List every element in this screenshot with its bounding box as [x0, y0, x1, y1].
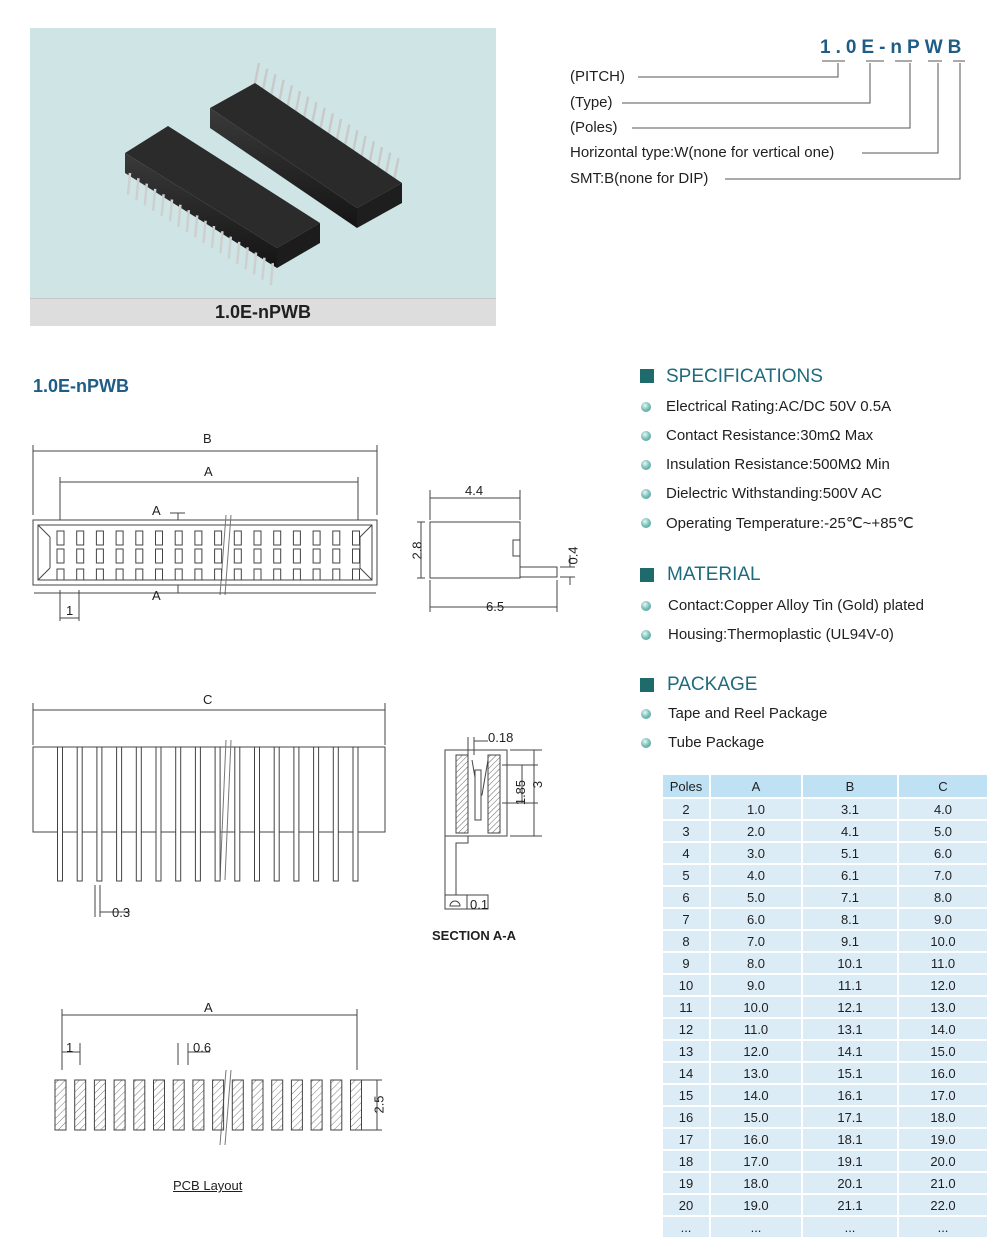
table-cell: 5.0 — [711, 887, 803, 909]
bullet-icon — [641, 601, 651, 611]
pin-slot — [77, 531, 84, 545]
table-row — [663, 1085, 989, 1107]
pin-slot — [195, 549, 202, 563]
bullet-icon — [641, 709, 651, 719]
table-row — [663, 1173, 989, 1195]
pin-slot — [234, 569, 241, 580]
photo-caption: 1.0E-nPWB — [30, 298, 496, 326]
pin-slot — [136, 531, 143, 545]
table-cell: 14.0 — [711, 1085, 803, 1107]
table-cell: 10.1 — [803, 953, 899, 975]
pin-lead — [215, 747, 220, 881]
pin-slot — [274, 569, 281, 580]
pin-slot — [136, 549, 143, 563]
table-row — [663, 821, 989, 843]
photo-pin — [271, 74, 275, 94]
table-cell: 18.1 — [803, 1129, 899, 1151]
bullet-icon — [641, 738, 651, 748]
photo-pin — [237, 242, 239, 264]
pin-slot — [156, 549, 163, 563]
table-cell: 5.1 — [803, 843, 899, 865]
photo-pin — [394, 158, 398, 178]
header-a: A — [711, 775, 803, 799]
photo-pin — [145, 184, 147, 206]
pcb-pad — [114, 1080, 125, 1130]
table-cell: 14 — [663, 1063, 711, 1085]
pin-slot — [333, 569, 340, 580]
front-view-drawing — [20, 695, 400, 925]
table-cell: 19.0 — [899, 1129, 989, 1151]
specifications-heading: SPECIFICATIONS — [666, 366, 823, 387]
photo-pin — [353, 130, 357, 150]
pin-slot — [274, 531, 281, 545]
table-cell: 13.0 — [711, 1063, 803, 1085]
section-aa-drawing — [430, 725, 560, 920]
pin-slot — [175, 569, 182, 580]
package-marker — [640, 678, 654, 692]
table-row — [663, 1107, 989, 1129]
dim-1-85: 1.85 — [513, 779, 529, 806]
pin-lead — [235, 747, 240, 881]
pin-lead — [136, 747, 141, 881]
table-cell: 17.0 — [899, 1085, 989, 1107]
dim-0-6: 0.6 — [193, 1040, 212, 1055]
table-cell: 17.0 — [711, 1151, 803, 1173]
table-row — [663, 865, 989, 887]
pcb-pad — [154, 1080, 165, 1130]
pin-lead — [255, 747, 260, 881]
table-cell: 3.1 — [803, 799, 899, 821]
table-cell: 7.0 — [899, 865, 989, 887]
table-cell: 10.0 — [899, 931, 989, 953]
photo-pin — [128, 173, 130, 195]
pin-slot — [96, 549, 103, 563]
spec-insulation-resistance: Insulation Resistance:500MΩ Min — [666, 456, 890, 473]
photo-pin — [345, 125, 349, 145]
pin-slot — [353, 531, 360, 545]
table-cell: 12 — [663, 1019, 711, 1041]
table-row — [663, 1019, 989, 1041]
photo-pin — [178, 205, 180, 227]
material-heading: MATERIAL — [667, 564, 761, 585]
table-cell: 5 — [663, 865, 711, 887]
photo-pin — [262, 258, 264, 280]
table-cell: 10 — [663, 975, 711, 997]
pin-lead — [117, 747, 122, 881]
pin-slot — [195, 569, 202, 580]
pcb-pad — [55, 1080, 66, 1130]
header-poles: Poles — [663, 775, 711, 799]
legend-horizontal: Horizontal type:W(none for vertical one) — [570, 144, 835, 161]
bullet-icon — [641, 489, 651, 499]
pcb-pad — [213, 1080, 224, 1130]
pin-slot — [96, 531, 103, 545]
pin-slot — [274, 549, 281, 563]
pcb-pad — [134, 1080, 145, 1130]
table-cell: 17.1 — [803, 1107, 899, 1129]
pcb-pad — [75, 1080, 86, 1130]
pcb-pad — [94, 1080, 105, 1130]
table-cell: 16 — [663, 1107, 711, 1129]
photo-pin — [229, 237, 231, 259]
header-c: C — [899, 775, 989, 799]
dim-0-4: 0.4 — [565, 546, 581, 565]
photo-pin — [136, 178, 138, 200]
table-cell: 13.1 — [803, 1019, 899, 1041]
photo-pin — [386, 153, 390, 173]
pin-slot — [57, 549, 64, 563]
table-row — [663, 887, 989, 909]
table-cell: 9.1 — [803, 931, 899, 953]
pin-slot — [96, 569, 103, 580]
table-cell: 10.0 — [711, 997, 803, 1019]
section-aa-label: SECTION A-A — [432, 928, 517, 943]
table-cell: 8.0 — [711, 953, 803, 975]
table-row — [663, 799, 989, 821]
table-row — [663, 1217, 989, 1239]
pin-slot — [333, 531, 340, 545]
dim-0-3: 0.3 — [112, 905, 131, 920]
table-cell: 4 — [663, 843, 711, 865]
pcb-pad — [232, 1080, 243, 1130]
bullet-icon — [641, 630, 651, 640]
table-row — [663, 843, 989, 865]
table-cell: 18.0 — [899, 1107, 989, 1129]
bullet-icon — [641, 460, 651, 470]
table-cell: 6 — [663, 887, 711, 909]
photo-pin — [329, 113, 333, 133]
photo-pin — [187, 210, 189, 232]
photo-pin — [321, 108, 325, 128]
pcb-layout-drawing — [20, 1005, 400, 1155]
spec-operating-temperature: Operating Temperature:-25℃~+85℃ — [666, 515, 914, 532]
table-cell: 7.0 — [711, 931, 803, 953]
table-cell: 12.0 — [899, 975, 989, 997]
table-cell: 7 — [663, 909, 711, 931]
pin-lead — [77, 747, 82, 881]
table-cell: 11.0 — [899, 953, 989, 975]
legend-leader-lines — [560, 55, 980, 185]
table-cell: ... — [899, 1217, 989, 1239]
drawing-title: 1.0E-nPWB — [33, 376, 130, 396]
pcb-pad — [331, 1080, 342, 1130]
pin-lead — [294, 747, 299, 881]
table-cell: 18 — [663, 1151, 711, 1173]
pin-slot — [195, 531, 202, 545]
dim-0-18: 0.18 — [488, 730, 514, 745]
photo-pin — [271, 263, 273, 285]
pin-lead — [58, 747, 63, 881]
dim-4-4: 4.4 — [465, 483, 484, 498]
table-cell: 13 — [663, 1041, 711, 1063]
photo-pin — [263, 69, 267, 89]
part-number-code: 1.0E-nPWB — [820, 37, 967, 58]
pin-slot — [254, 549, 261, 563]
section-mark-a-bottom: A — [152, 588, 161, 603]
table-cell: 7.1 — [803, 887, 899, 909]
pin-slot — [293, 531, 300, 545]
table-cell: 6.0 — [711, 909, 803, 931]
dim-0-1: 0.1 — [470, 897, 489, 912]
table-cell: 8.1 — [803, 909, 899, 931]
pin-lead — [333, 747, 338, 881]
pin-slot — [353, 569, 360, 580]
pin-slot — [293, 569, 300, 580]
pin-slot — [156, 531, 163, 545]
table-cell: 1.0 — [711, 799, 803, 821]
table-cell: 12.0 — [711, 1041, 803, 1063]
table-cell: ... — [663, 1217, 711, 1239]
photo-pin — [195, 215, 197, 237]
table-row — [663, 953, 989, 975]
table-cell: 4.1 — [803, 821, 899, 843]
table-row — [663, 1151, 989, 1173]
table-row — [663, 1129, 989, 1151]
table-cell: 5.0 — [899, 821, 989, 843]
photo-pin — [304, 97, 308, 117]
dim-3: 3 — [530, 780, 546, 789]
table-cell: 19.1 — [803, 1151, 899, 1173]
legend-pitch: (PITCH) — [570, 68, 625, 85]
photo-pin — [254, 253, 256, 275]
table-cell: 20 — [663, 1195, 711, 1217]
table-row — [663, 1063, 989, 1085]
table-cell: 14.0 — [899, 1019, 989, 1041]
top-view-drawing — [20, 425, 400, 635]
table-row — [663, 931, 989, 953]
pin-lead — [274, 747, 279, 881]
table-cell: 6.0 — [899, 843, 989, 865]
table-cell: 16.0 — [899, 1063, 989, 1085]
bullet-icon — [641, 431, 651, 441]
table-row — [663, 1041, 989, 1063]
section-mark-a-top: A — [152, 503, 161, 518]
photo-pin — [246, 247, 248, 269]
photo-pin — [288, 85, 292, 105]
pin-slot — [215, 569, 222, 580]
photo-pin — [204, 221, 206, 243]
photo-pin — [296, 91, 300, 111]
table-cell: 16.0 — [711, 1129, 803, 1151]
pin-lead — [97, 747, 102, 881]
package-tape-reel: Tape and Reel Package — [668, 705, 828, 722]
dim-a-top: A — [204, 464, 213, 479]
table-cell: 17 — [663, 1129, 711, 1151]
dim-pitch-1: 1 — [66, 603, 74, 618]
spec-electrical-rating: Electrical Rating:AC/DC 50V 0.5A — [666, 398, 892, 415]
pin-slot — [353, 549, 360, 563]
table-cell: 19.0 — [711, 1195, 803, 1217]
pin-lead — [195, 747, 200, 881]
spec-contact-resistance: Contact Resistance:30mΩ Max — [666, 427, 874, 444]
table-cell: 21.1 — [803, 1195, 899, 1217]
table-cell: 19 — [663, 1173, 711, 1195]
pcb-pad — [173, 1080, 184, 1130]
table-cell: 14.1 — [803, 1041, 899, 1063]
pin-lead — [314, 747, 319, 881]
table-cell: 15 — [663, 1085, 711, 1107]
connector-photo-illustration — [30, 28, 496, 300]
material-housing: Housing:Thermoplastic (UL94V-0) — [668, 626, 894, 643]
pin-slot — [254, 569, 261, 580]
pin-slot — [57, 569, 64, 580]
dim-6-5: 6.5 — [486, 599, 505, 614]
table-row — [663, 975, 989, 997]
table-cell: 4.0 — [899, 799, 989, 821]
pin-slot — [234, 531, 241, 545]
table-cell: 13.0 — [899, 997, 989, 1019]
pcb-pad — [351, 1080, 362, 1130]
spec-dielectric-withstanding: Dielectric Withstanding:500V AC — [666, 485, 882, 502]
table-cell: 12.1 — [803, 997, 899, 1019]
pcb-pad — [252, 1080, 263, 1130]
package-heading: PACKAGE — [667, 674, 758, 695]
pin-slot — [156, 569, 163, 580]
pin-slot — [313, 549, 320, 563]
table-cell: 9.0 — [899, 909, 989, 931]
pin-lead — [353, 747, 358, 881]
table-header-row — [663, 775, 989, 799]
pin-slot — [293, 549, 300, 563]
material-contact: Contact:Copper Alloy Tin (Gold) plated — [668, 597, 924, 614]
table-cell: 4.0 — [711, 865, 803, 887]
header-b: B — [803, 775, 899, 799]
photo-pin — [220, 231, 222, 253]
table-cell: 6.1 — [803, 865, 899, 887]
photo-pin — [212, 226, 214, 248]
pin-slot — [313, 531, 320, 545]
pin-slot — [175, 531, 182, 545]
pin-slot — [77, 549, 84, 563]
table-cell: 16.1 — [803, 1085, 899, 1107]
table-cell: 15.0 — [899, 1041, 989, 1063]
pcb-pad — [193, 1080, 204, 1130]
pin-lead — [176, 747, 181, 881]
specifications-marker — [640, 369, 654, 383]
photo-pin — [153, 189, 155, 211]
bullet-icon — [641, 518, 651, 528]
table-cell: 9 — [663, 953, 711, 975]
pcb-pad — [291, 1080, 302, 1130]
pin-slot — [333, 549, 340, 563]
pcb-pad — [311, 1080, 322, 1130]
pcb-pad — [272, 1080, 283, 1130]
legend-poles: (Poles) — [570, 119, 618, 136]
dim-2-5: 2.5 — [371, 1095, 387, 1114]
photo-pin — [362, 136, 366, 156]
pin-slot — [313, 569, 320, 580]
pin-lead — [156, 747, 161, 881]
dim-2-8: 2.8 — [409, 541, 425, 560]
legend-smt: SMT:B(none for DIP) — [570, 170, 709, 187]
legend-type: (Type) — [570, 94, 613, 111]
table-cell: 11.1 — [803, 975, 899, 997]
table-cell: 20.0 — [899, 1151, 989, 1173]
pin-slot — [57, 531, 64, 545]
table-cell: 8.0 — [899, 887, 989, 909]
dim-a-pcb: A — [204, 1000, 213, 1015]
pin-slot — [116, 549, 123, 563]
table-cell: 11 — [663, 997, 711, 1019]
material-marker — [640, 568, 654, 582]
photo-pin — [162, 194, 164, 216]
photo-pin — [378, 147, 382, 167]
table-cell: 11.0 — [711, 1019, 803, 1041]
dim-c: C — [203, 692, 213, 707]
pin-slot — [234, 549, 241, 563]
table-cell: ... — [711, 1217, 803, 1239]
pin-slot — [215, 531, 222, 545]
pin-slot — [175, 549, 182, 563]
photo-pin — [370, 141, 374, 161]
package-tube: Tube Package — [668, 734, 765, 751]
table-cell: 15.1 — [803, 1063, 899, 1085]
pin-slot — [77, 569, 84, 580]
pin-slot — [254, 531, 261, 545]
table-cell: 18.0 — [711, 1173, 803, 1195]
table-cell: 9.0 — [711, 975, 803, 997]
photo-pin — [255, 63, 259, 83]
photo-pin — [312, 102, 316, 122]
pin-slot — [136, 569, 143, 580]
table-row — [663, 997, 989, 1019]
table-row — [663, 1195, 989, 1217]
dim-b: B — [203, 431, 212, 446]
table-cell: 21.0 — [899, 1173, 989, 1195]
table-cell: 22.0 — [899, 1195, 989, 1217]
table-cell: 15.0 — [711, 1107, 803, 1129]
table-cell: 8 — [663, 931, 711, 953]
pin-slot — [215, 549, 222, 563]
pin-slot — [116, 569, 123, 580]
bullet-icon — [641, 402, 651, 412]
table-cell: 2 — [663, 799, 711, 821]
table-cell: 2.0 — [711, 821, 803, 843]
photo-pin — [337, 119, 341, 139]
table-cell: 3 — [663, 821, 711, 843]
product-photo — [30, 28, 496, 326]
pcb-layout-label: PCB Layout — [173, 1178, 243, 1193]
table-cell: 3.0 — [711, 843, 803, 865]
table-cell: ... — [803, 1217, 899, 1239]
table-cell: 20.1 — [803, 1173, 899, 1195]
photo-pin — [280, 80, 284, 100]
dim-pcb-pitch: 1 — [66, 1040, 74, 1055]
pin-slot — [116, 531, 123, 545]
dimensions-table — [663, 775, 989, 1239]
photo-pin — [170, 200, 172, 222]
table-row — [663, 909, 989, 931]
